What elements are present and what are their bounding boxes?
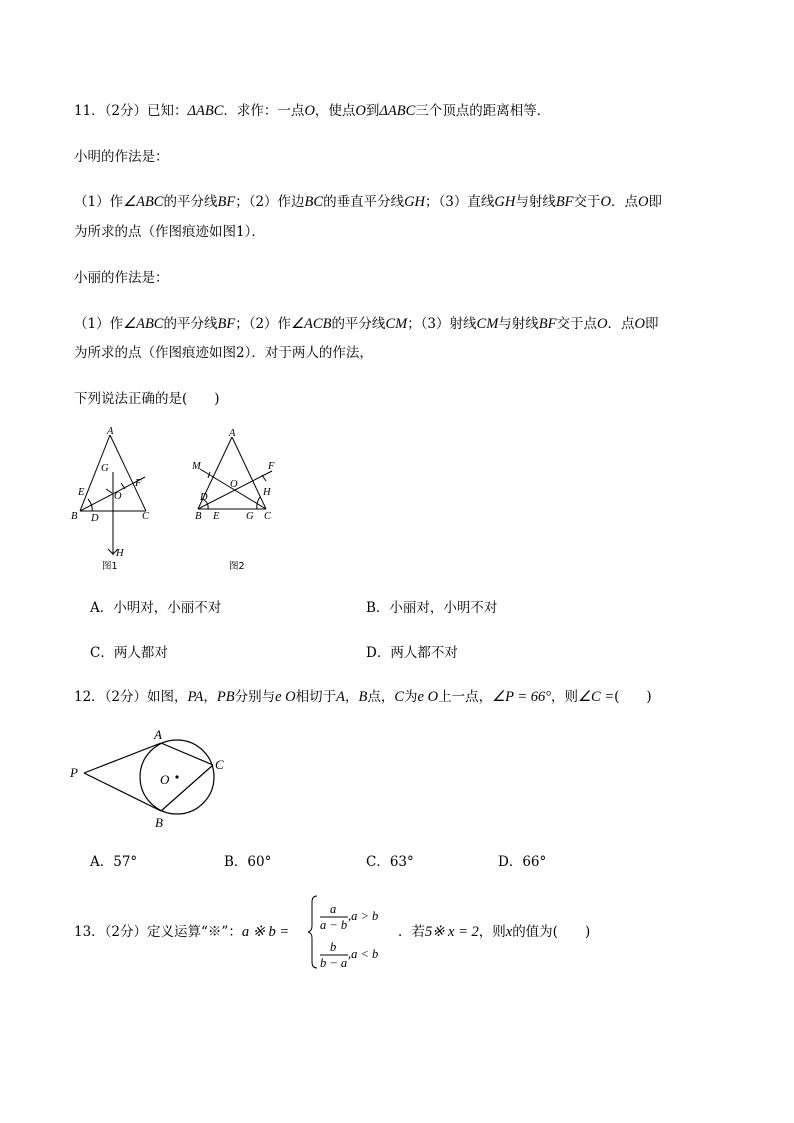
- text: 定义运算“※”：: [147, 924, 242, 940]
- math: CM: [476, 316, 499, 332]
- fig1-tick: [106, 489, 112, 493]
- text: ，则: [551, 689, 579, 705]
- figure-2: [186, 425, 296, 575]
- q12-number: 12．（2分）: [74, 689, 148, 705]
- q13-case2-num: b: [330, 940, 337, 954]
- text: 的平分线: [163, 194, 218, 210]
- q11-option-d[interactable]: D．两人都不对: [366, 645, 458, 661]
- q13-stem-right: [398, 922, 590, 942]
- math: 5※ x = 2: [425, 924, 479, 940]
- text: 交于点: [556, 316, 597, 332]
- q12-option-b[interactable]: B．60°: [224, 854, 272, 870]
- q11-option-a[interactable]: A．小明对，小丽不对: [90, 600, 222, 616]
- text: （1）作: [74, 316, 124, 332]
- q11-number: 11．（2分）: [74, 103, 148, 119]
- fig1-arc: [88, 499, 92, 511]
- fig2-label: F: [268, 461, 275, 472]
- math: O: [597, 316, 608, 332]
- q12-figure: [66, 725, 256, 833]
- fig1-label: A: [107, 426, 114, 437]
- q11-text: 已知：: [147, 103, 188, 119]
- q11-li-line2: 为所求的点（作图痕迹如图2）．对于两人的作法，: [74, 345, 373, 361]
- q11-stem: [74, 101, 550, 121]
- fig2-arc: [257, 497, 260, 509]
- math: ∠C =: [578, 689, 615, 705]
- q12-option-a[interactable]: A．57°: [90, 854, 138, 870]
- q11-math: ΔABC: [187, 103, 224, 119]
- text: 即: [644, 316, 659, 332]
- text: 相切于: [295, 689, 337, 705]
- fig1-label: C: [142, 511, 150, 522]
- q13-case1-den: a − b: [320, 918, 348, 932]
- fig2-label: E: [213, 511, 220, 522]
- math: BC: [304, 194, 324, 210]
- fig2-caption: 图2: [229, 561, 245, 572]
- fig1-caption: 图1: [102, 561, 118, 572]
- fig1-label: O: [114, 491, 122, 502]
- fig2-label: H: [263, 487, 271, 498]
- fig1-label: B: [71, 511, 78, 522]
- text: 点，: [367, 689, 395, 705]
- q11-li-line1: [74, 314, 658, 334]
- fig2-label: B: [195, 511, 202, 522]
- math: CM: [385, 316, 408, 332]
- math: ∠ACB: [291, 316, 332, 332]
- q11-ming-line1: [74, 192, 662, 212]
- math: BF: [555, 194, 574, 210]
- text: ．点: [607, 316, 635, 332]
- text: 上一点，: [438, 689, 493, 705]
- math: A: [336, 689, 346, 705]
- math: e O: [417, 689, 439, 705]
- q13-number: 13．（2分）: [74, 924, 148, 940]
- q12-label: A: [154, 727, 162, 742]
- q11-math: O: [304, 103, 315, 119]
- fig2-label: G: [246, 511, 254, 522]
- math: BF: [217, 194, 236, 210]
- q12-center-dot: [175, 775, 178, 778]
- fig2-tick: [262, 475, 266, 481]
- fig2-label: M: [192, 461, 201, 472]
- q12-option-d[interactable]: D．66°: [498, 854, 547, 870]
- text: ；（3）射线: [407, 316, 477, 332]
- math: O: [638, 194, 649, 210]
- text: ；（2）作边: [235, 194, 305, 210]
- math: C: [394, 689, 405, 705]
- math: B: [358, 689, 368, 705]
- q12-option-c[interactable]: C．63°: [366, 854, 414, 870]
- q12-label: O: [160, 772, 170, 787]
- fig2-label: A: [229, 428, 236, 439]
- text: 如图，: [147, 689, 188, 705]
- q11-text: ．求作：一点: [223, 103, 305, 119]
- text: ；（2）作: [235, 316, 292, 332]
- math: a ※ b =: [241, 924, 290, 940]
- q11-question: 下列说法正确的是( ): [74, 391, 220, 407]
- text: 的值为( ): [512, 924, 591, 940]
- q11-ming-line2: 为所求的点（作图痕迹如图1）．: [74, 224, 265, 240]
- fig1-label: E: [78, 487, 85, 498]
- fig1-label: F: [135, 478, 142, 489]
- math: PA: [187, 689, 204, 705]
- q12-tangent-pb: [84, 773, 161, 811]
- q13-case1-cond: ,a > b: [348, 909, 379, 923]
- text: 与射线: [498, 316, 539, 332]
- fig2-label: C: [264, 511, 272, 522]
- q13-piecewise: [308, 894, 400, 970]
- text: 与射线: [515, 194, 556, 210]
- fig2-label: O: [230, 479, 238, 490]
- q13-case1-num: a: [330, 902, 337, 916]
- q11-math: O: [355, 103, 366, 119]
- math: GH: [404, 194, 426, 210]
- fig1-label: G: [101, 463, 109, 474]
- q12-label: P: [70, 765, 78, 780]
- text: ．点: [611, 194, 639, 210]
- q11-option-b[interactable]: B．小丽对，小明不对: [366, 600, 498, 616]
- text: 的垂直平分线: [323, 194, 405, 210]
- text: （1）作: [74, 194, 124, 210]
- math: GH: [494, 194, 516, 210]
- math: ∠P = 66°: [492, 689, 552, 705]
- q11-li-title: 小丽的作法是：: [74, 270, 169, 286]
- figure-1: [66, 425, 176, 575]
- text: 分别与: [234, 689, 276, 705]
- text: 交于: [573, 194, 601, 210]
- q11-text: 三个顶点的距离相等．: [415, 103, 551, 119]
- math: BF: [217, 316, 236, 332]
- math: ∠ABC: [123, 194, 164, 210]
- text: ，: [345, 689, 359, 705]
- q11-math: ΔABC: [379, 103, 416, 119]
- fig1-label: D: [91, 513, 99, 524]
- q11-ming-title: 小明的作法是：: [74, 149, 169, 165]
- q11-option-c[interactable]: C．两人都对: [90, 645, 168, 661]
- text: ，: [203, 689, 217, 705]
- math: O: [600, 194, 612, 210]
- q12-stem: [74, 687, 652, 707]
- text: 为: [404, 689, 418, 705]
- text: ( ): [614, 689, 652, 705]
- q12-label: C: [215, 757, 224, 772]
- q12-chord-ac: [161, 743, 213, 765]
- q13-case2-den: b − a: [320, 956, 348, 970]
- q12-label: B: [155, 815, 163, 830]
- text: 的平分线: [163, 316, 218, 332]
- text: 的平分线: [331, 316, 386, 332]
- text: ．若: [398, 924, 425, 940]
- math: x: [505, 924, 513, 940]
- math: PB: [216, 689, 235, 705]
- math: O: [634, 316, 645, 332]
- q13-case2-cond: ,a < b: [348, 947, 379, 961]
- text: ；（3）直线: [425, 194, 495, 210]
- math: ∠ABC: [123, 316, 164, 332]
- q12-tangent-pa: [84, 743, 161, 773]
- math: BF: [538, 316, 557, 332]
- q13-stem-left: [74, 922, 289, 942]
- q13-brace: [308, 896, 317, 968]
- q11-text: ，使点: [314, 103, 356, 119]
- fig2-label: D: [200, 492, 208, 503]
- text: ，则: [478, 924, 506, 940]
- q11-text: 到: [365, 103, 380, 119]
- text: 即: [648, 194, 663, 210]
- math: e O: [275, 689, 296, 705]
- fig1-label: H: [116, 548, 124, 559]
